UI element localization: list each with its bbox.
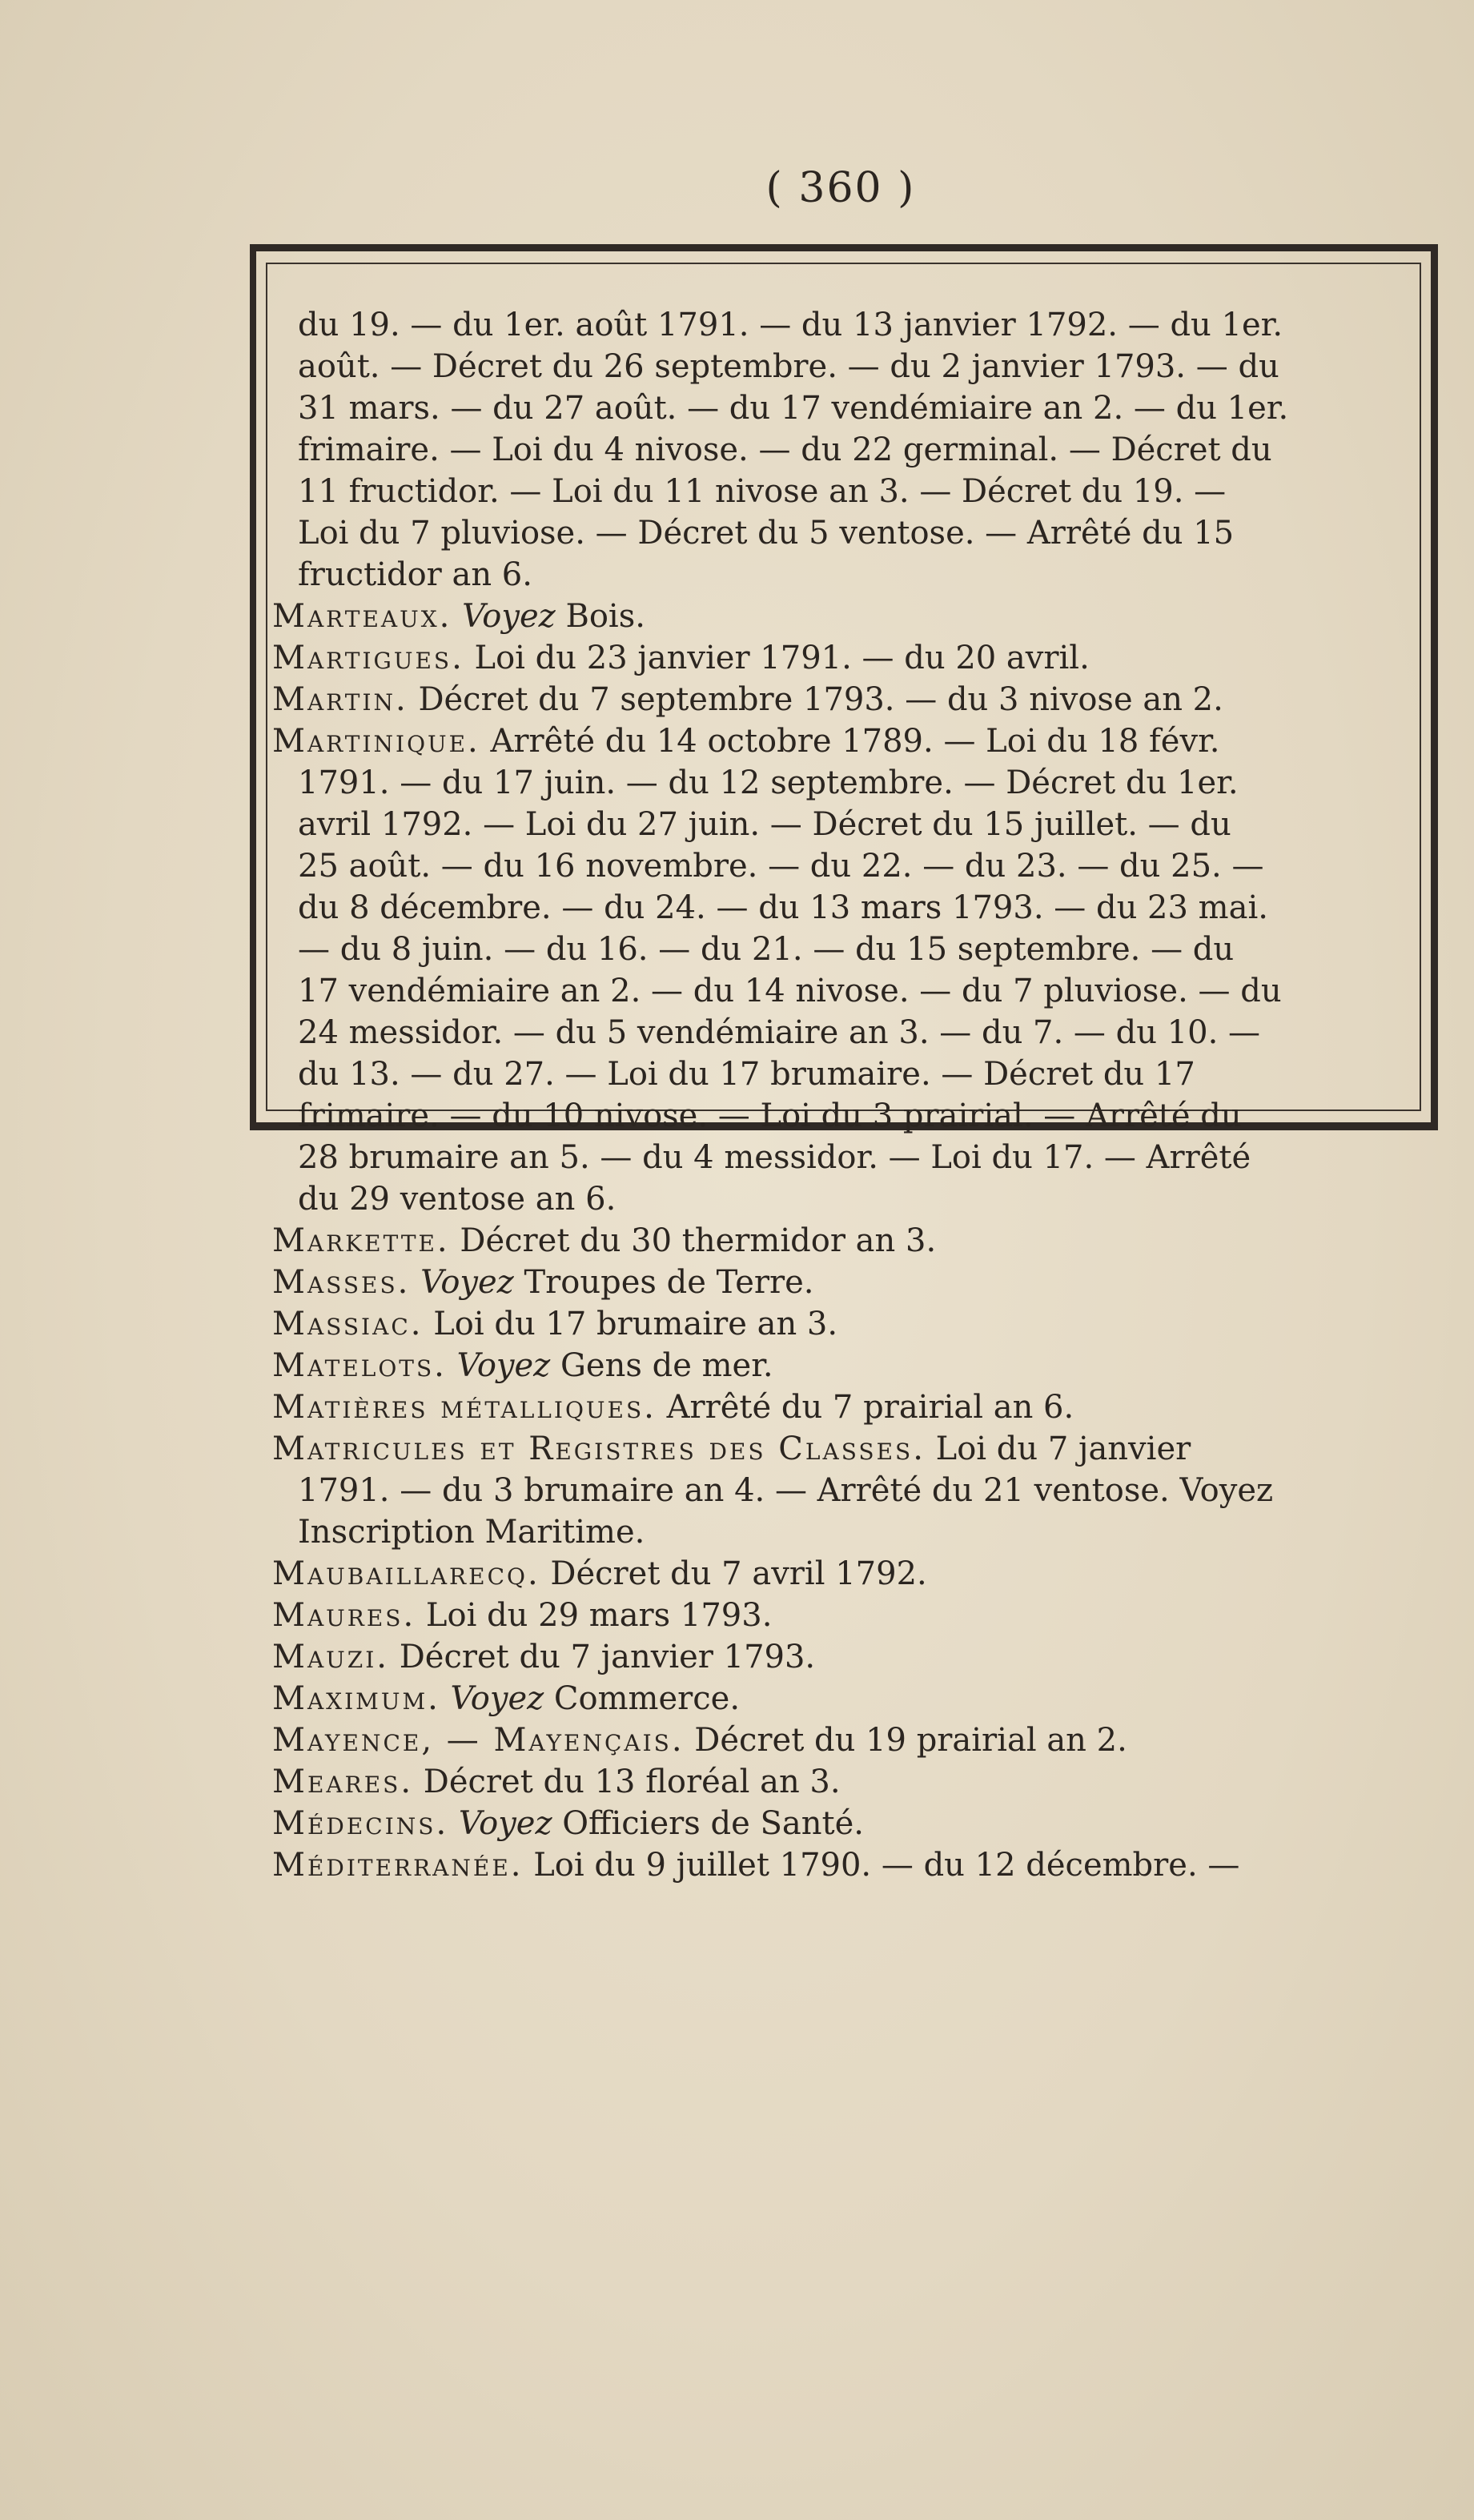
entry-heading: Matelots. bbox=[272, 1347, 447, 1384]
entry-text: Arrêté du 14 octobre 1789. — Loi du 18 févr. bbox=[490, 723, 1220, 760]
entry-text: Troupes de Terre. bbox=[524, 1264, 814, 1301]
continuation-line: frimaire. — Loi du 4 nivose. — du 22 germinal. — Décret du bbox=[298, 431, 1272, 468]
entry-heading: Maximum. bbox=[272, 1680, 440, 1717]
page-number: ( 360 ) bbox=[765, 164, 916, 212]
index-entry-martinique bbox=[272, 720, 1409, 1220]
entry-text: Décret du 30 thermidor an 3. bbox=[460, 1222, 937, 1259]
entry-heading: Mayence, — Mayençais. bbox=[272, 1722, 685, 1759]
entry-heading: Masses. bbox=[272, 1264, 411, 1301]
index-entry-markette bbox=[272, 1220, 1409, 1262]
entry-heading: Mauzi. bbox=[272, 1639, 390, 1675]
entry-text: 17 vendémiaire an 2. — du 14 nivose. — du 7 pluviose. — du bbox=[298, 973, 1282, 1009]
index-content bbox=[272, 304, 1409, 1886]
entry-text: Décret du 19 prairial an 2. bbox=[694, 1722, 1127, 1759]
index-entry-marteaux bbox=[272, 596, 1409, 637]
entry-text: Bois. bbox=[565, 598, 645, 635]
voyez-label: Voyez bbox=[462, 598, 556, 635]
entry-heading: Méditerranée. bbox=[272, 1847, 524, 1884]
index-entry-matieres-metalliques bbox=[272, 1386, 1409, 1428]
index-entry-mediterranee bbox=[272, 1844, 1409, 1886]
entry-text: Décret du 13 floréal an 3. bbox=[423, 1764, 841, 1800]
entry-heading: Massiac. bbox=[272, 1306, 424, 1342]
entry-text: 24 messidor. — du 5 vendémiaire an 3. — du 7. — du 10. — bbox=[298, 1014, 1261, 1051]
index-entry-meares bbox=[272, 1761, 1409, 1803]
entry-heading: Meares. bbox=[272, 1764, 414, 1800]
index-entry-medecins bbox=[272, 1803, 1409, 1844]
entry-text: du 8 décembre. — du 24. — du 13 mars 1793. — du 23 mai. bbox=[298, 889, 1268, 926]
entry-text: Commerce. bbox=[553, 1680, 741, 1717]
index-entry-mauzi bbox=[272, 1636, 1409, 1678]
voyez-label: Voyez bbox=[458, 1805, 552, 1842]
entry-heading: Maubaillarecq. bbox=[272, 1555, 540, 1592]
continuation-line: du 19. — du 1er. août 1791. — du 13 janvier 1792. — du 1er. bbox=[298, 307, 1283, 343]
entry-text: Gens de mer. bbox=[560, 1347, 773, 1384]
continuation-line: août. — Décret du 26 septembre. — du 2 janvier 1793. — du bbox=[298, 348, 1279, 385]
entry-heading: Martinique. bbox=[272, 723, 480, 760]
index-entry-maures bbox=[272, 1595, 1409, 1636]
entry-text: avril 1792. — Loi du 27 juin. — Décret du 15 juillet. — du bbox=[298, 806, 1231, 843]
entry-text: Décret du 7 septembre 1793. — du 3 nivose an 2. bbox=[418, 681, 1223, 718]
index-entry-maubaillarecq bbox=[272, 1553, 1409, 1595]
index-entry-mayence bbox=[272, 1719, 1409, 1761]
entry-text: Loi du 7 janvier bbox=[935, 1431, 1191, 1467]
entry-text: 1791. — du 3 brumaire an 4. — Arrêté du 21 ventose. Voyez bbox=[298, 1472, 1274, 1509]
entry-text: 25 août. — du 16 novembre. — du 22. — du 23. — du 25. — bbox=[298, 848, 1264, 885]
entry-text: Loi du 9 juillet 1790. — du 12 décembre. — bbox=[533, 1847, 1240, 1884]
entry-heading: Markette. bbox=[272, 1222, 450, 1259]
entry-heading: Martin. bbox=[272, 681, 408, 718]
entry-text: frimaire. — du 10 nivose. — Loi du 3 prairial. — Arrêté du bbox=[298, 1097, 1242, 1134]
index-entry-matelots bbox=[272, 1345, 1409, 1386]
index-entry-martin bbox=[272, 679, 1409, 720]
voyez-label: Voyez bbox=[456, 1347, 551, 1384]
entry-text: Loi du 17 brumaire an 3. bbox=[433, 1306, 838, 1342]
entry-text: 1791. — du 17 juin. — du 12 septembre. — Décret du 1er. bbox=[298, 764, 1239, 801]
entry-text: du 29 ventose an 6. bbox=[298, 1181, 617, 1218]
entry-text: — du 8 juin. — du 16. — du 21. — du 15 septembre. — du bbox=[298, 931, 1235, 968]
index-entry-maximum bbox=[272, 1678, 1409, 1719]
entry-text: Loi du 23 janvier 1791. — du 20 avril. bbox=[474, 640, 1090, 676]
entry-text: Loi du 29 mars 1793. bbox=[425, 1597, 773, 1634]
index-entry-masses bbox=[272, 1262, 1409, 1303]
index-entry-martigues bbox=[272, 637, 1409, 679]
entry-heading: Marteaux. bbox=[272, 598, 452, 635]
continuation-line: Loi du 7 pluviose. — Décret du 5 ventose. — Arrêté du 15 bbox=[298, 515, 1235, 552]
continuation-paragraph bbox=[272, 304, 1409, 596]
continuation-line: fructidor an 6. bbox=[298, 556, 532, 593]
entry-heading: Matricules et Registres des Classes. bbox=[272, 1431, 926, 1467]
entry-text: Décret du 7 avril 1792. bbox=[550, 1555, 927, 1592]
entry-heading: Médecins. bbox=[272, 1805, 449, 1842]
index-entry-matricules bbox=[272, 1428, 1409, 1553]
entry-text: Inscription Maritime. bbox=[298, 1514, 645, 1551]
entry-text: Arrêté du 7 prairial an 6. bbox=[666, 1389, 1074, 1426]
entry-text: du 13. — du 27. — Loi du 17 brumaire. — Décret du 17 bbox=[298, 1056, 1195, 1093]
entry-heading: Martigues. bbox=[272, 640, 464, 676]
entry-text: Décret du 7 janvier 1793. bbox=[399, 1639, 816, 1675]
entry-heading: Maures. bbox=[272, 1597, 416, 1634]
entry-heading: Matières métalliques. bbox=[272, 1389, 657, 1426]
continuation-line: 31 mars. — du 27 août. — du 17 vendémiaire an 2. — du 1er. bbox=[298, 390, 1289, 427]
voyez-label: Voyez bbox=[450, 1680, 544, 1717]
index-entry-massiac bbox=[272, 1303, 1409, 1345]
entry-text: Officiers de Santé. bbox=[562, 1805, 864, 1842]
voyez-label: Voyez bbox=[420, 1264, 514, 1301]
entry-text: 28 brumaire an 5. — du 4 messidor. — Loi du 17. — Arrêté bbox=[298, 1139, 1251, 1176]
continuation-line: 11 fructidor. — Loi du 11 nivose an 3. — Décret du 19. — bbox=[298, 473, 1227, 510]
